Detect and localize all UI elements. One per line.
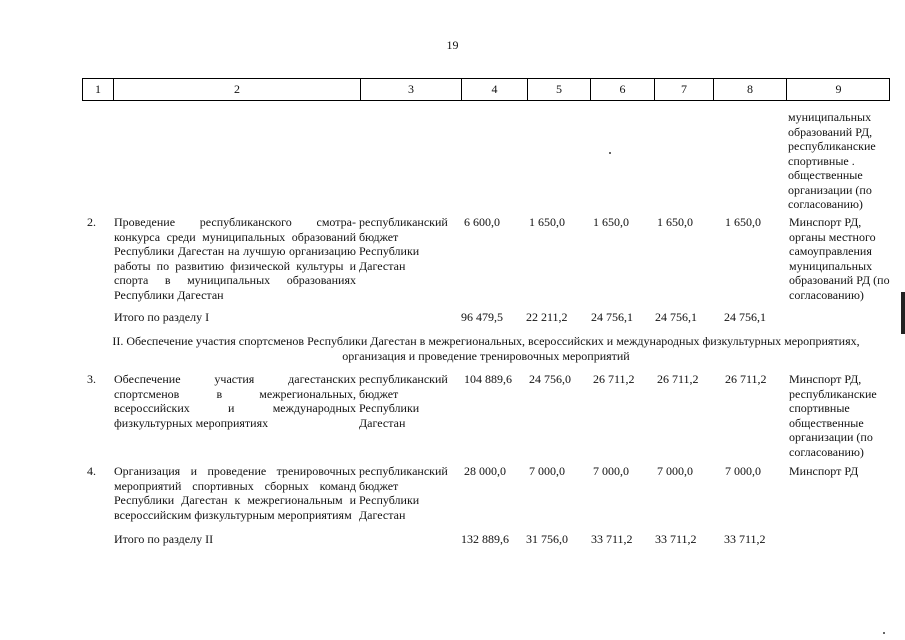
- row-total: 28 000,0: [464, 464, 506, 478]
- row-funding-source: республиканский бюджет Республики Дагестан: [359, 464, 448, 522]
- continued-executors: муниципальных образований РД, республиканские спортивные . общественные организации (по согласованию): [788, 110, 876, 211]
- scan-edge-mark: [901, 292, 905, 334]
- row-year-2: 26 711,2: [593, 372, 635, 386]
- header-col-1: 1: [95, 82, 101, 96]
- row-year-3: 1 650,0: [657, 215, 693, 229]
- row-year-2: 1 650,0: [593, 215, 629, 229]
- total-year-2: 24 756,1: [591, 310, 633, 324]
- row-total: 104 889,6: [464, 372, 512, 386]
- row-year-4: 1 650,0: [725, 215, 761, 229]
- total-year-3: 24 756,1: [655, 310, 697, 324]
- total-year-4: 24 756,1: [724, 310, 766, 324]
- header-col-5: 5: [527, 79, 590, 100]
- total-sum: 96 479,5: [461, 310, 503, 324]
- total-year-3: 33 711,2: [655, 532, 697, 546]
- scan-speck: [609, 152, 611, 154]
- row-year-1: 7 000,0: [529, 464, 565, 478]
- row-executors: Минспорт РД, органы местного самоуправления муниципальных образований РД (по согласованию): [789, 215, 890, 302]
- row-funding-source: республиканский бюджет Республики Дагестан: [359, 215, 448, 273]
- total-year-1: 22 211,2: [526, 310, 568, 324]
- row-number: 4.: [87, 464, 96, 478]
- total-year-1: 31 756,0: [526, 532, 568, 546]
- row-year-1: 24 756,0: [529, 372, 571, 386]
- row-year-4: 26 711,2: [725, 372, 767, 386]
- row-executors: Минспорт РД: [789, 464, 859, 478]
- section-2-title: II. Обеспечение участия спортсменов Республики Дагестан в межрегиональных, всероссийских и международных физкультурных мероприятиях, организация и проведение тренировочных мероприятий: [112, 334, 860, 363]
- row-description: Обеспечение участия дагестанских спортсменов в межрегиональных, всероссийских и международных физкультурных мероприятиях: [114, 372, 356, 430]
- row-year-3: 26 711,2: [657, 372, 699, 386]
- row-funding-source: республиканский бюджет Республики Дагестан: [359, 372, 448, 430]
- table-header: [82, 78, 890, 101]
- row-total: 6 600,0: [464, 215, 500, 229]
- header-col-9: 9: [786, 79, 890, 100]
- header-col-8: 8: [713, 79, 786, 100]
- row-year-2: 7 000,0: [593, 464, 629, 478]
- row-number: 2.: [87, 215, 96, 229]
- header-col-2: 2: [113, 79, 360, 100]
- total-year-4: 33 711,2: [724, 532, 766, 546]
- total-year-2: 33 711,2: [591, 532, 633, 546]
- row-description: Организация и проведение тренировочных мероприятий спортивных сборных команд Республики Дагестан к межрегиональным и всероссийским физкультурным мероприятиям: [114, 464, 356, 522]
- header-col-3: 3: [360, 79, 461, 100]
- scan-speck: [883, 632, 885, 634]
- total-sum: 132 889,6: [461, 532, 509, 546]
- row-year-3: 7 000,0: [657, 464, 693, 478]
- total-label: Итого по разделу I: [114, 310, 210, 324]
- row-number: 3.: [87, 372, 96, 386]
- row-description: Проведение республиканского смотра-конкурса среди муниципальных образований Республики Дагестан на лучшую организацию работы по развитию физической культуры и спорта в муниципальных образованиях Республики Дагестан: [114, 215, 356, 302]
- row-year-1: 1 650,0: [529, 215, 565, 229]
- header-col-4: 4: [461, 79, 527, 100]
- header-col-7: 7: [654, 79, 713, 100]
- total-label: Итого по разделу II: [114, 532, 214, 546]
- row-year-4: 7 000,0: [725, 464, 761, 478]
- page-number: 19: [446, 38, 459, 52]
- header-col-6: 6: [590, 79, 654, 100]
- row-executors: Минспорт РД, республиканские спортивные общественные организации (по согласованию): [789, 372, 877, 459]
